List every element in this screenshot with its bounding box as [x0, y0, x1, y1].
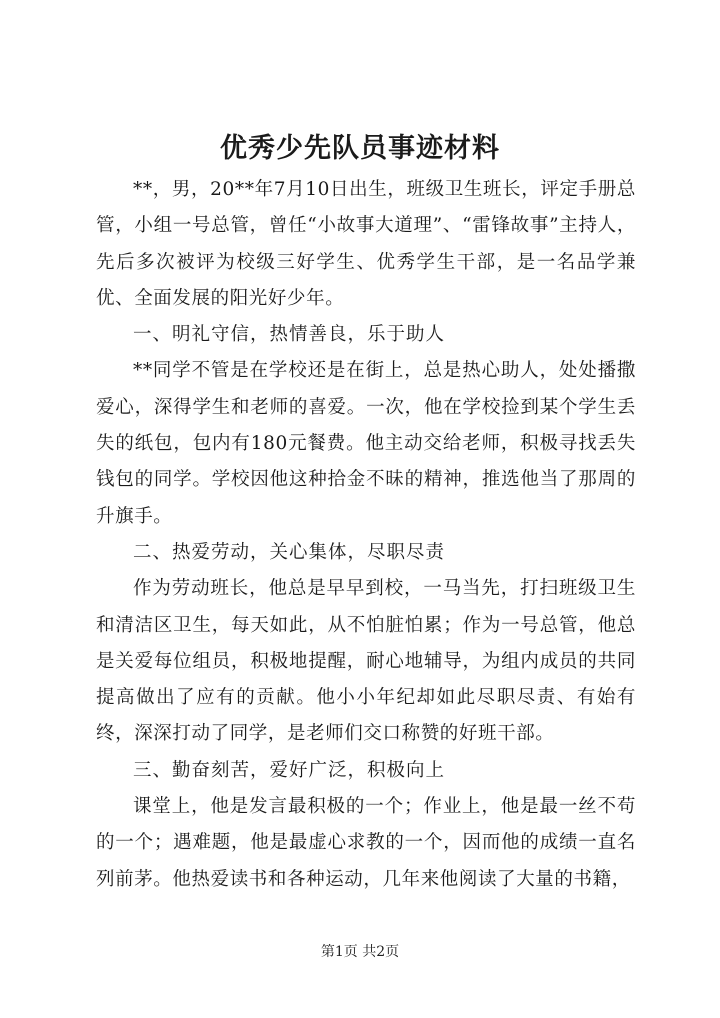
document-title: 优秀少先队员事迹材料 — [220, 133, 500, 164]
document-body — [96, 172, 636, 898]
intro-paragraph: **，男，20**年7月10日出生，班级卫生班长，评定手册总管，小组一号总管，曾任“小故事大道理”、“雷锋故事”主持人，先后多次被评为校级三好学生、优秀学生干部，是一名品学兼优、全面发展的阳光好少年。 — [96, 179, 636, 309]
section-heading-1: 一、明礼守信，热情善良，乐于助人 — [133, 324, 446, 346]
section-paragraph-2: 作为劳动班长，他总是早早到校，一马当先，打扫班级卫生和清洁区卫生，每天如此，从不怕脏怕累；作为一号总管，他总是关爱每位组员，积极地提醒，耐心地辅导，为组内成员的共同提高做出了应有的贡献。他小小年纪却如此尽职尽责、有始有终，深深打动了同学，是老师们交口称赞的好班干部。 — [96, 578, 636, 745]
section-paragraph-1: **同学不管是在学校还是在街上，总是热心助人，处处播撒爱心，深得学生和老师的喜爱。一次，他在学校捡到某个学生丢失的纸包，包内有180元餐费。他主动交给老师，积极寻找丢失钱包的同学。学校因他这种拾金不昧的精神，推选他当了那周的升旗手。 — [96, 360, 636, 527]
section-heading-2: 二、热爱劳动，关心集体，尽职尽责 — [133, 541, 446, 563]
section-paragraph-3: 课堂上，他是发言最积极的一个；作业上，他是最一丝不苟的一个；遇难题，他是最虚心求教的一个，因而他的成绩一直名列前茅。他热爱读书和各种运动，几年来他阅读了大量的书籍， — [96, 796, 636, 890]
section-heading-3: 三、勤奋刻苦，爱好广泛，积极向上 — [133, 759, 446, 781]
page-number: 第1页 共2页 — [320, 944, 400, 960]
